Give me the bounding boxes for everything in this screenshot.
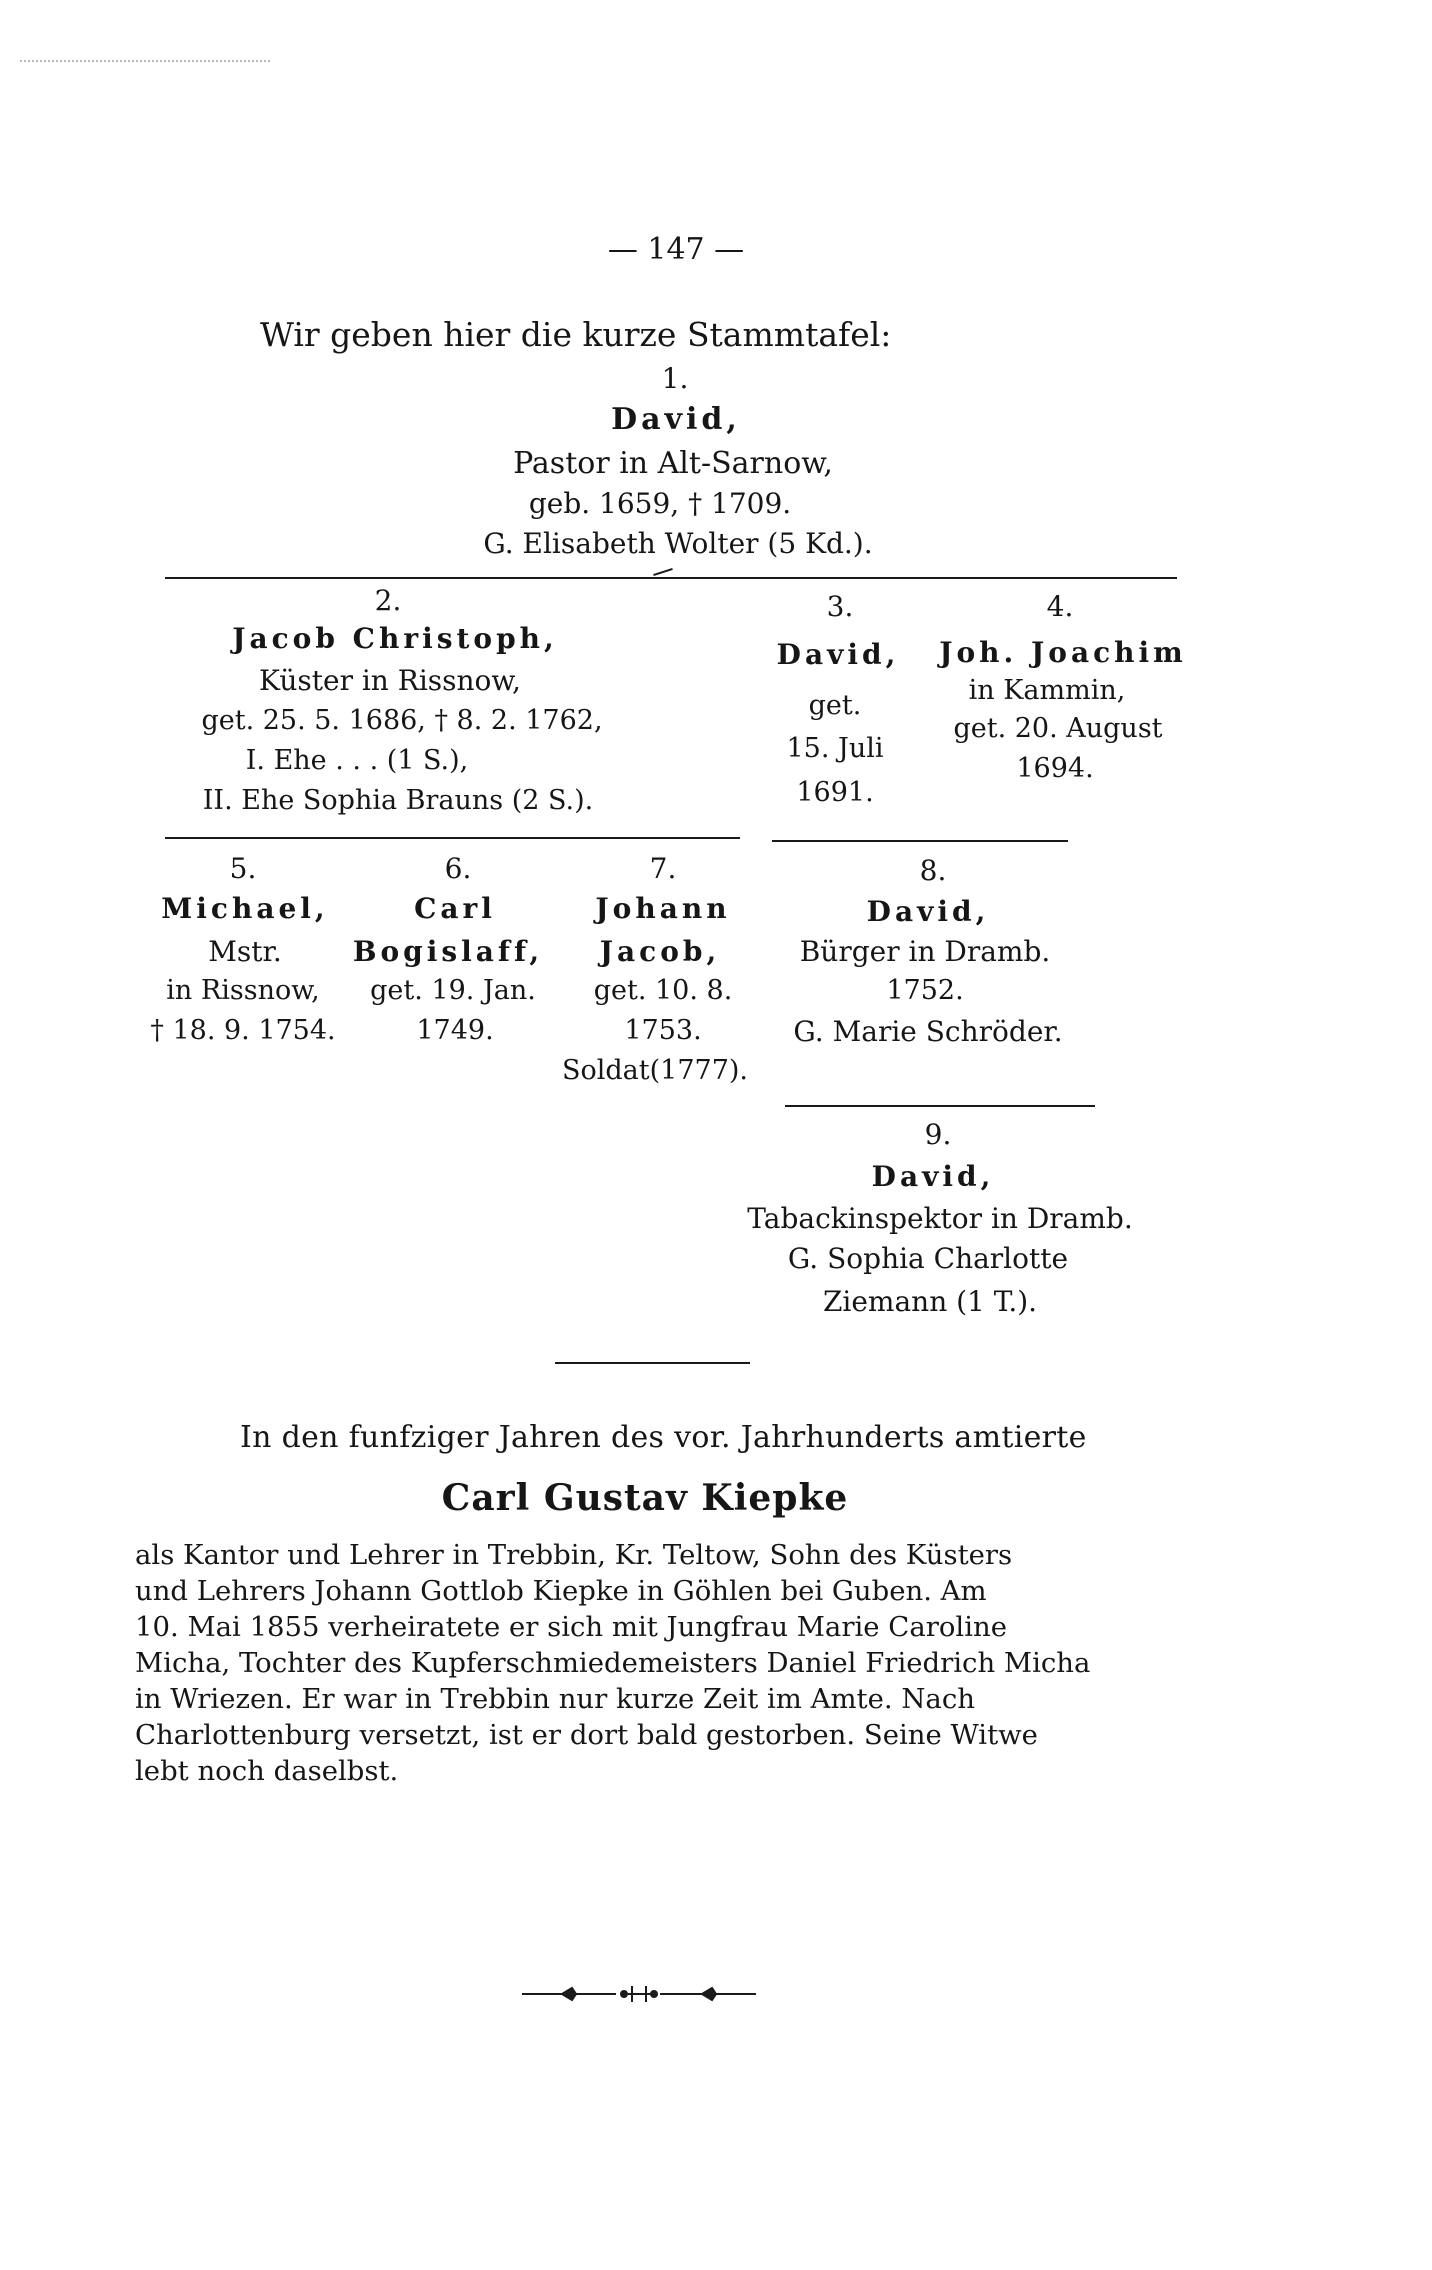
person-line: Jacob,: [599, 935, 721, 968]
person-name: Joh. Joachim: [939, 636, 1187, 669]
person-line: G. Elisabeth Wolter (5 Kd.).: [483, 527, 873, 560]
person-name: Carl: [414, 892, 496, 925]
person-line: Ziemann (1 T.).: [822, 1285, 1038, 1318]
person-line: in Kammin,: [968, 675, 1126, 706]
person-name: Jacob Christoph,: [232, 622, 558, 655]
person-line: Pastor in Alt-Sarnow,: [513, 446, 833, 481]
person-line: Tabackinspektor in Dramb.: [747, 1202, 1133, 1235]
person-line: † 18. 9. 1754.: [150, 1015, 336, 1046]
person-number: 5.: [229, 852, 257, 885]
person-line: 1753.: [624, 1015, 702, 1046]
person-number: 6.: [444, 852, 472, 885]
genealogy-bracket: [165, 837, 740, 839]
person-name: David,: [871, 1160, 995, 1193]
paragraph-line: als Kantor und Lehrer in Trebbin, Kr. Teltow, Sohn des Küsters: [135, 1539, 1013, 1571]
person-line: G. Sophia Charlotte: [787, 1242, 1069, 1275]
person-name: David,: [776, 638, 900, 671]
body-paragraph: [135, 1537, 1165, 1789]
lead-text: In den funfziger Jahren des vor. Jahrhunderts amtierte: [240, 1420, 1087, 1455]
person-name: David,: [866, 895, 990, 928]
person-line: get. 10. 8.: [593, 975, 733, 1006]
person-line: get.: [808, 690, 862, 721]
person-number: 4.: [1046, 590, 1074, 623]
person-line: get. 19. Jan.: [370, 975, 536, 1006]
person-number: 8.: [919, 854, 947, 887]
intro-text: Wir geben hier die kurze Stammtafel:: [260, 315, 892, 354]
scan-artifact: [20, 60, 270, 62]
person-line: Bürger in Dramb.: [799, 935, 1051, 968]
person-heading: Carl Gustav Kiepke: [441, 1477, 849, 1519]
paragraph-line: in Wriezen. Er war in Trebbin nur kurze Zeit im Amte. Nach: [135, 1683, 975, 1715]
person-number: 1.: [661, 362, 689, 395]
person-line: geb. 1659, † 1709.: [528, 487, 792, 520]
person-name: Michael,: [161, 892, 329, 925]
person-line: I. Ehe . . . (1 S.),: [245, 745, 469, 776]
person-number: 2.: [374, 584, 402, 617]
person-line: get. 25. 5. 1686, † 8. 2. 1762,: [201, 705, 603, 736]
person-number: 7.: [649, 852, 677, 885]
person-line: Soldat(1777).: [562, 1055, 748, 1086]
person-line: 15. Juli: [786, 733, 884, 764]
paragraph-line: Micha, Tochter des Kupferschmiedemeisters Daniel Friedrich Micha: [135, 1647, 1091, 1679]
paragraph-line: 10. Mai 1855 verheiratete er sich mit Jungfrau Marie Caroline: [135, 1611, 1007, 1643]
person-line: Bogislaff,: [352, 935, 544, 968]
person-line: 1691.: [796, 777, 874, 808]
person-number: 9.: [924, 1118, 952, 1151]
end-ornament: [520, 1982, 760, 2006]
genealogy-bracket: [785, 1105, 1095, 1107]
person-line: II. Ehe Sophia Brauns (2 S.).: [202, 785, 594, 816]
person-name: Johann: [595, 892, 731, 925]
person-line: Küster in Rissnow,: [259, 664, 521, 697]
person-line: G. Marie Schröder.: [793, 1015, 1063, 1048]
paragraph-line: und Lehrers Johann Gottlob Kiepke in Göhlen bei Guben. Am: [135, 1575, 987, 1607]
person-name: David,: [611, 402, 741, 437]
person-line: 1749.: [416, 1015, 494, 1046]
paragraph-line: Charlottenburg versetzt, ist er dort bald gestorben. Seine Witwe: [135, 1719, 1038, 1751]
separator-rule: [555, 1362, 750, 1364]
page-number: — 147 —: [607, 232, 745, 267]
genealogy-bracket: [772, 840, 1068, 842]
person-line: get. 20. August: [953, 713, 1163, 744]
person-line: 1752.: [886, 975, 964, 1006]
person-line: Mstr.: [208, 935, 282, 968]
genealogy-bracket: [653, 568, 673, 576]
person-line: 1694.: [1016, 753, 1094, 784]
person-line: in Rissnow,: [166, 975, 320, 1006]
genealogy-bracket: [165, 577, 1177, 579]
person-number: 3.: [826, 590, 854, 623]
paragraph-line: lebt noch daselbst.: [135, 1755, 399, 1787]
